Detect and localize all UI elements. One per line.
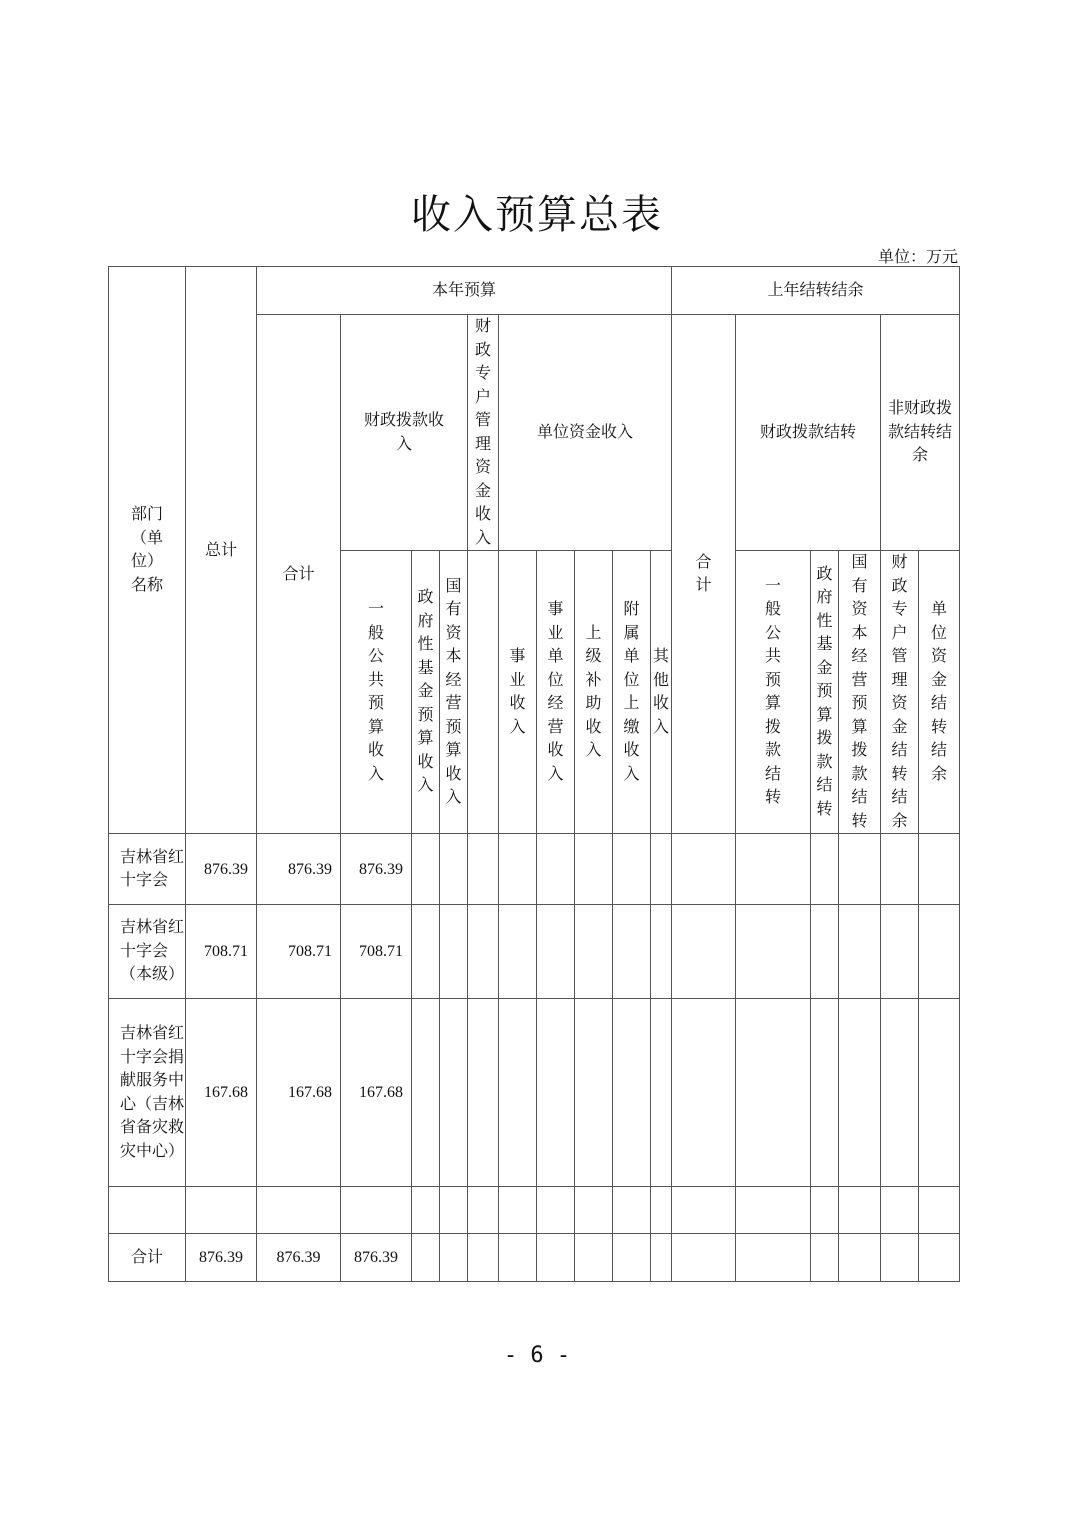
page-title: 收入预算总表 bbox=[411, 192, 663, 238]
header-unit-funds-carryover: 单位资金结转结余 bbox=[919, 551, 960, 834]
header-current-subtotal: 合计 bbox=[257, 315, 341, 834]
header-state-capital-carryover: 国有资本经营预算拨款结转 bbox=[839, 551, 881, 834]
footer-name: 合计 bbox=[109, 1234, 186, 1282]
income-budget-table bbox=[108, 266, 960, 1282]
header-general-carryover: 一般公共预算拨款结转 bbox=[736, 551, 811, 834]
header-business-income: 事业收入 bbox=[499, 551, 537, 834]
header-affiliate-remit: 附属单位上缴收入 bbox=[613, 551, 651, 834]
table-row-empty bbox=[109, 1187, 960, 1234]
footer-total: 876.39 bbox=[186, 1234, 257, 1282]
header-higher-subsidy: 上级补助收入 bbox=[575, 551, 613, 834]
header-other-income: 其他收入 bbox=[651, 551, 672, 834]
row-name: 吉林省红十字会 bbox=[109, 834, 186, 905]
row-subtotal: 167.68 bbox=[257, 999, 341, 1187]
header-fiscal-carryover: 财政拨款结转 bbox=[736, 315, 881, 551]
footer-general: 876.39 bbox=[341, 1234, 412, 1282]
row-total: 876.39 bbox=[186, 834, 257, 905]
row-general: 167.68 bbox=[341, 999, 412, 1187]
table-row bbox=[109, 834, 960, 905]
header-state-capital: 国有资本经营预算收入 bbox=[440, 551, 468, 834]
row-name: 吉林省红十字会捐献服务中心（吉林省备灾救灾中心） bbox=[109, 999, 186, 1187]
header-gov-fund: 政府性基金预算收入 bbox=[412, 551, 440, 834]
row-total: 708.71 bbox=[186, 905, 257, 999]
header-current-year: 本年预算 bbox=[257, 267, 672, 315]
footer-subtotal: 876.39 bbox=[257, 1234, 341, 1282]
header-fiscal-allocation: 财政拨款收入 bbox=[341, 315, 468, 551]
page-number: - 6 - bbox=[503, 1343, 571, 1368]
header-special-account-carryover: 财政专户管理资金结转结余 bbox=[881, 551, 919, 834]
row-subtotal: 876.39 bbox=[257, 834, 341, 905]
header-total: 总计 bbox=[186, 267, 257, 834]
header-fiscal-special-lower bbox=[468, 551, 499, 834]
row-general: 708.71 bbox=[341, 905, 412, 999]
unit-label: 单位：万元 bbox=[877, 249, 958, 266]
row-general: 876.39 bbox=[341, 834, 412, 905]
header-prior-subtotal: 合计 bbox=[672, 315, 736, 834]
header-unit-funds: 单位资金收入 bbox=[499, 315, 672, 551]
table-row bbox=[109, 999, 960, 1187]
header-prior-year: 上年结转结余 bbox=[672, 267, 960, 315]
header-fiscal-special: 财政专户管理资金收入 bbox=[468, 315, 499, 551]
table-footer-row bbox=[109, 1234, 960, 1282]
table-row bbox=[109, 905, 960, 999]
header-non-fiscal-carryover: 非财政拨款结转结余 bbox=[881, 315, 960, 551]
row-subtotal: 708.71 bbox=[257, 905, 341, 999]
row-total: 167.68 bbox=[186, 999, 257, 1187]
header-dept-name: 部门（单位）名称 bbox=[109, 267, 186, 834]
row-name: 吉林省红十字会（本级） bbox=[109, 905, 186, 999]
header-general-budget: 一般公共预算收入 bbox=[341, 551, 412, 834]
header-operating-income: 事业单位经营收入 bbox=[537, 551, 575, 834]
header-gov-fund-carryover: 政府性基金预算拨款结转 bbox=[811, 551, 839, 834]
